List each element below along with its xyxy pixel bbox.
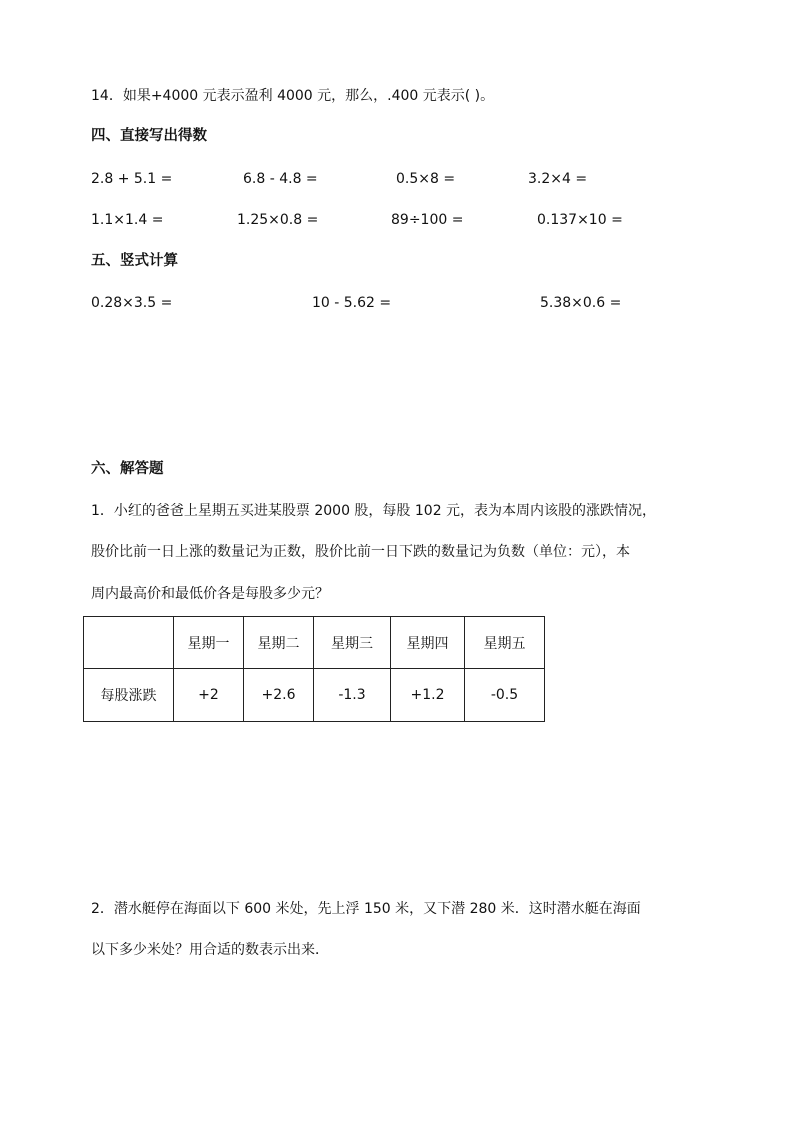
table-cell: +2.6 [244, 669, 314, 722]
table-header-cell: 星期一 [174, 617, 244, 669]
table-header-cell: 星期四 [391, 617, 465, 669]
mental-math-item: 0.5×8 = [396, 171, 456, 187]
problem-1-line-3: 周内最高价和最低价各是每股多少元？ [91, 586, 329, 602]
problem-2-line-2: 以下多少米处？用合适的数表示出来． [91, 942, 329, 958]
table-cell: +2 [174, 669, 244, 722]
problem-2-line-1: 2．潜水艇停在海面以下 600 米处，先上浮 150 米，又下潜 280 米．这时潜水艇在海面 [91, 901, 641, 917]
vertical-calc-item: 10 - 5.62 = [312, 295, 392, 311]
mental-math-item: 1.25×0.8 = [237, 212, 319, 228]
mental-math-item: 2.8 + 5.1 = [91, 171, 173, 187]
mental-math-item: 89÷100 = [391, 212, 464, 228]
question-14: 14．如果+4000 元表示盈利 4000 元，那么，.400 元表示( )。 [91, 88, 495, 104]
table-header-row [84, 617, 545, 669]
section-6-title: 六、解答题 [91, 461, 164, 477]
stock-change-table [83, 616, 545, 722]
table-row [84, 669, 545, 722]
vertical-calc-item: 0.28×3.5 = [91, 295, 173, 311]
table-header-cell: 星期二 [244, 617, 314, 669]
problem-1-line-2: 股价比前一日上涨的数量记为正数，股价比前一日下跌的数量记为负数（单位：元），本 [91, 544, 630, 560]
mental-math-item: 0.137×10 = [537, 212, 623, 228]
table-row-label: 每股涨跌 [84, 669, 174, 722]
section-4-title: 四、直接写出得数 [91, 128, 207, 144]
mental-math-item: 1.1×1.4 = [91, 212, 164, 228]
problem-1-line-1: 1．小红的爸爸上星期五买进某股票 2000 股，每股 102 元，表为本周内该股的涨跌情况， [91, 503, 657, 519]
table-header-cell: 星期五 [465, 617, 545, 669]
table-header-cell: 星期三 [314, 617, 391, 669]
mental-math-item: 6.8 - 4.8 = [243, 171, 318, 187]
table-header-cell [84, 617, 174, 669]
table-cell: -0.5 [465, 669, 545, 722]
table-cell: -1.3 [314, 669, 391, 722]
table-cell: +1.2 [391, 669, 465, 722]
mental-math-item: 3.2×4 = [528, 171, 588, 187]
vertical-calc-item: 5.38×0.6 = [540, 295, 622, 311]
section-5-title: 五、竖式计算 [91, 253, 178, 269]
